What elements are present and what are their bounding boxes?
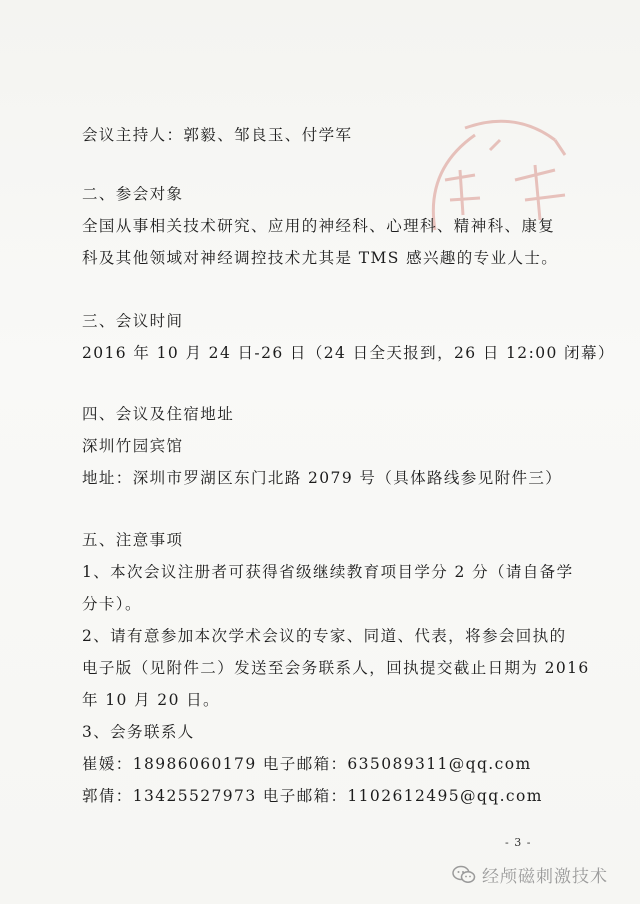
watermark-text: 经颅磁刺激技术	[482, 867, 608, 887]
note-3-heading: 3、会务联系人	[82, 723, 195, 741]
host-line: 会议主持人：郭毅、邹良玉、付学军	[82, 126, 353, 144]
attendees-text-line-1: 全国从事相关技术研究、应用的神经科、心理科、精神科、康复	[82, 217, 556, 235]
contact-cui-yuan: 崔媛：18986060179 电子邮箱：635089311@qq.com	[82, 755, 532, 773]
meeting-time-text: 2016 年 10 月 24 日-26 日（24 日全天报到，26 日 12:00 闭幕）	[82, 344, 615, 362]
venue-address: 地址：深圳市罗湖区东门北路 2079 号（具体路线参见附件三）	[82, 469, 563, 487]
section-heading-attendees: 二、参会对象	[82, 185, 184, 203]
contact-guo-qian: 郭倩：13425527973 电子邮箱：1102612495@qq.com	[82, 787, 543, 805]
note-2-line-2: 电子版（见附件二）发送至会务联系人，回执提交截止日期为 2016	[82, 659, 590, 677]
attendees-text-line-2: 科及其他领域对神经调控技术尤其是 TMS 感兴趣的专业人士。	[82, 249, 559, 267]
note-2-line-3: 年 10 月 20 日。	[82, 691, 220, 709]
note-1-line-2: 分卡）。	[82, 595, 142, 613]
seal-stamp	[405, 110, 595, 260]
note-2-line-1: 2、请有意参加本次学术会议的专家、同道、代表，将参会回执的	[82, 627, 567, 645]
note-1-line-1: 1、本次会议注册者可获得省级继续教育项目学分 2 分（请自备学	[82, 563, 574, 581]
venue-name: 深圳竹园宾馆	[82, 437, 184, 455]
wechat-watermark	[452, 862, 608, 887]
section-heading-notes: 五、注意事项	[82, 531, 184, 549]
wechat-icon	[452, 865, 476, 885]
section-heading-time: 三、会议时间	[82, 312, 184, 330]
page-number: - 3 -	[505, 836, 532, 849]
section-heading-venue: 四、会议及住宿地址	[82, 405, 235, 423]
